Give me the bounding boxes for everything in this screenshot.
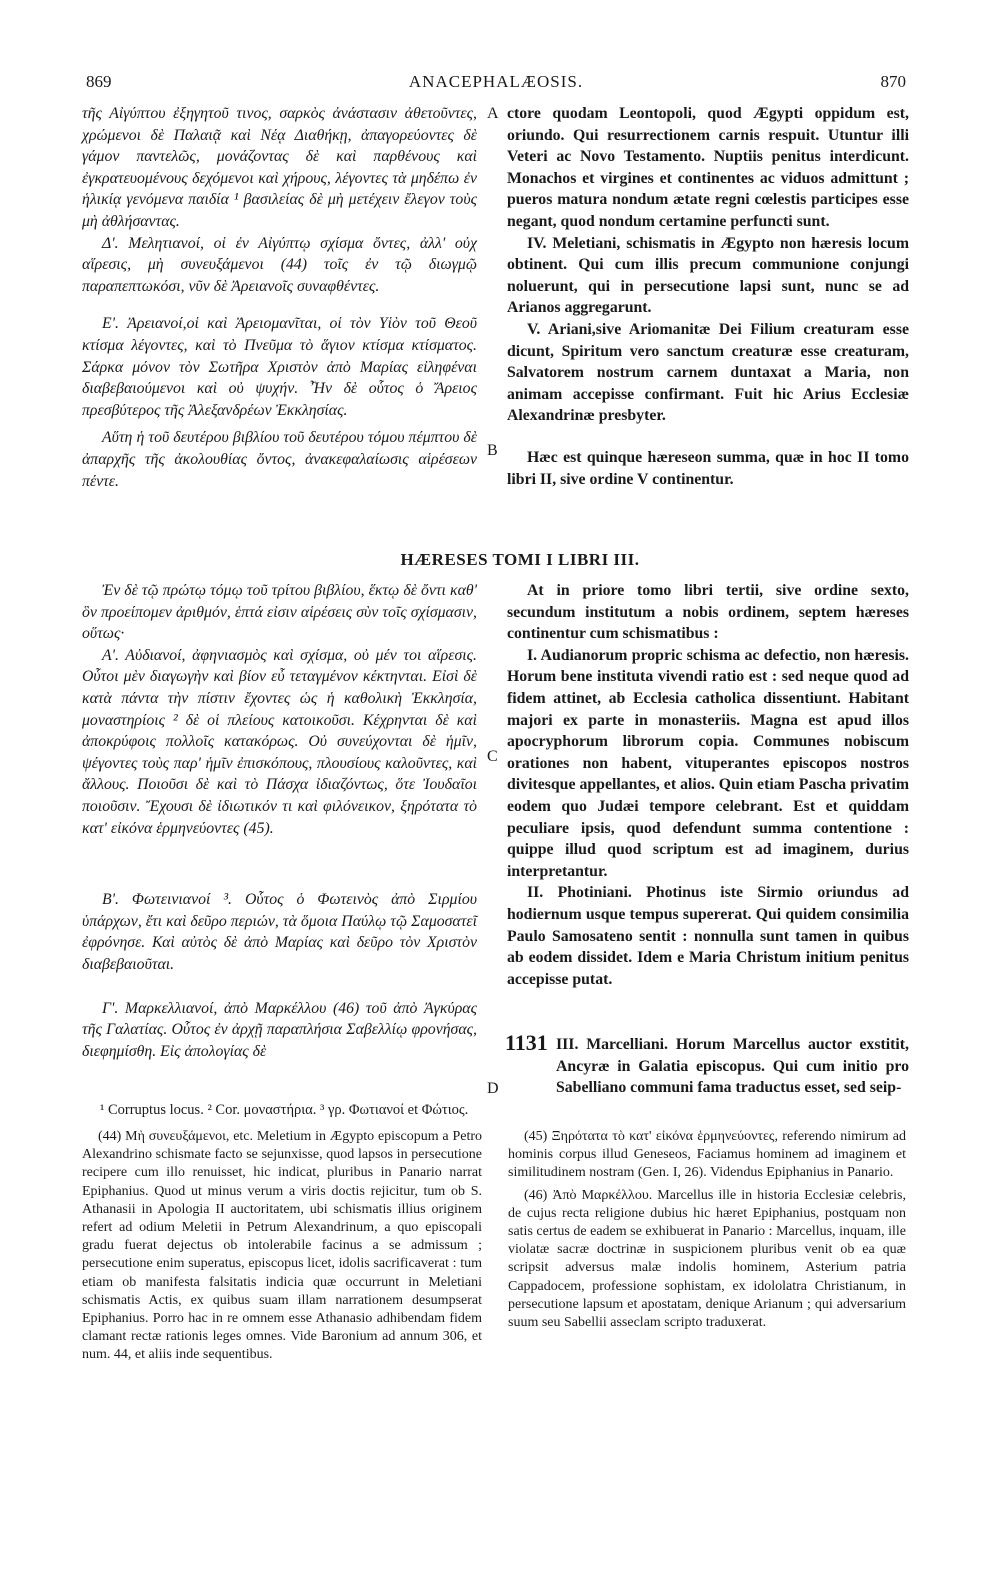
latin-paragraph: ctore quodam Leontopoli, quod Ægypti oppidum est, oriundo. Qui resurrectionem carnis respuit. Utuntur illi Veteri ac Novo Testamento. Nuptiis penitus interdicunt. Monachos et virgines et continentes ac viduos admittunt ; pueros matura nondum ætate regni cœlestis participes esse negant, quod nondum certamine perfuncti sunt. <box>507 105 909 230</box>
page-number-right: 870 <box>880 72 906 91</box>
margin-letter-d: D <box>487 1080 499 1097</box>
greek-paragraph: Α'. Αὐδιανοί, ἀφηνιασμὸς καὶ σχίσμα, οὐ μέν τοι αἵρεσις. Οὗτοι μὲν διαγωγὴν καὶ βίον εὖ τεταγμένον κέκτηνται. Εἰσὶ δὲ κατὰ πάντα τὴν πίστιν ἔχοντες ὡς ἡ καθολικὴ Ἐκκλησία, μοναστηρίοις ² δὲ οἱ πλείους κατοικοῦσι. Κέχρηνται δὲ καὶ ἀποκρύφοις πολλοῖς κατακόρως. Οὐ συνεύχονται δὲ ἡμῖν, ψέγοντες τοὺς παρ' ἡμῖν ἐπισκόπους, πλουσίους καλοῦντες, καὶ ἄλλους. Ποιοῦσι δὲ καὶ τὸ Πάσχα ἰδιαζόντως, ὅτε Ἰουδαῖοι ποιοῦσιν. Ἔχουσι δὲ ἰδιωτικόν τι καὶ φιλόνεικον, ξηρότατα τὸ κατ' εἰκόνα ἑρμηνεύοντες (45). <box>82 646 477 837</box>
greek-column-bottom <box>82 580 477 1062</box>
latin-paragraph: III. Marcelliani. Horum Marcellus auctor exstitit, Ancyræ in Galatia episcopus. Qui cum initio pro Sabelliano communi fama traductus esset, sed seip- <box>556 1036 909 1097</box>
latin-column-bottom <box>507 580 909 990</box>
margin-letter-c: C <box>487 748 498 765</box>
greek-paragraph: Β'. Φωτεινιανοί ³. Οὗτος ὁ Φωτεινὸς ἀπὸ Σιρμίου ὑπάρχων, ἔτι καὶ δεῦρο περιών, τὰ ὅμοια Παύλῳ τῷ Σαμοσατεῖ ἐφρόνησε. Καὶ αὐτὸς δὲ ἀπὸ Μαρίας καὶ δεῦρο τὸν Χριστὸν διαβεβαιοῦται. <box>82 891 477 973</box>
footnote: (45) Ξηρότατα τὸ κατ' εἰκόνα ἑρμηνεύοντες, referendo nimirum ad hominis corpus illud Geneseos, Faciamus hominem ad imaginem et similitudinem nostram (Gen. I, 26). Videndus Epiphanius in Panario. <box>508 1129 906 1181</box>
latin-paragraph: II. Photiniani. Photinus iste Sirmio oriundus ad hodiernum usque tempus supererat. Qui quidem consimilia Paulo Samosateno sentit : nonnulla sunt tamen in quibus ab eodem dissidet. Idem e Maria Christum initium penitus accepisse putat. <box>507 884 909 988</box>
page-number-left: 869 <box>86 72 112 91</box>
section-heading: HÆRESES TOMI I LIBRI III. <box>400 550 640 569</box>
latin-paragraph: At in priore tomo libri tertii, sive ordine sexto, secundum institutum a nobis ordinem, septem hæreses continentur cum schismatibus : <box>507 582 909 643</box>
latin-paragraph: IV. Meletiani, schismatis in Ægypto non hæresis locum obtinent. Qui cum illis precum communione conjungi noluerunt, qui in persecutione lapsi sunt, nunc se ad Arianos aggregarunt. <box>507 234 909 317</box>
latin-paragraph: I. Audianorum propric schisma ac defectio, non hæresis. Horum bene instituta vivendi ratio est : sed neque quod ad fidem attinet, ab Ecclesia catholica dissentiunt. Habitant majori ex parte in monasteriis. Magna est apud illos apocryphorum librorum copia. Communes nobiscum orationes non habent, vituperantes episcopos nostros divitesque appellantes, et alios. Quin etiam Pascha privatim eodem quo Judæi tempore celebrant. Est et quiddam peculiare ipsis, quod defendunt summa contentione : quippe illud quod scriptum est ad imaginem, durius interpretantur. <box>507 646 909 880</box>
greek-paragraph: Ἐν δὲ τῷ πρώτῳ τόμῳ τοῦ τρίτου βιβλίου, ἕκτῳ δὲ ὄντι καθ' ὃν προείπομεν ἀριθμόν, ἑπτά εἰσιν αἱρέσεις σὺν τοῖς σχίσμασιν, οὕτως· <box>82 582 477 643</box>
greek-paragraph: Ε'. Ἀρειανοί,οἱ καὶ Ἀρειομανῖται, οἱ τὸν Υἱὸν τοῦ Θεοῦ κτίσμα λέγοντες, καὶ τὸ Πνεῦμα τὸ ἅγιον κτίσμα κτίσματος. Σάρκα μόνον τὸν Σωτῆρα Χριστὸν ἀπὸ Μαρίας εἰληφέναι διαβεβαιούμενοι καὶ οὐ ψυχήν. Ἦν δὲ οὗτος ὁ Ἄρειος πρεσβύτερος τῆς Ἀλεξανδρέων Ἐκκλησίας. <box>82 315 477 419</box>
greek-paragraph: Αὕτη ἡ τοῦ δευτέρου βιβλίου τοῦ δευτέρου τόμου πέμπτου δὲ ἀπαρχῆς τῆς ἀκολουθίας ὄντος, ἀνακεφαλαίωσις αἱρέσεων πέντε. <box>82 429 477 490</box>
greek-paragraph: Γ'. Μαρκελλιανοί, ἀπὸ Μαρκέλλου (46) τοῦ ἀπὸ Ἀγκύρας τῆς Γαλατίας. Οὗτος ἐν ἀρχῇ παραπλήσια Σαβελλίῳ φρονήσας, διεφημίσθη. Εἰς ἀπολογίας δὲ <box>82 999 477 1060</box>
footnotes-left <box>82 1128 482 1369</box>
margin-letter-b: B <box>487 442 498 459</box>
greek-paragraph: Δ'. Μελητιανοί, οἱ ἐν Αἰγύπτῳ σχίσμα ὄντες, ἀλλ' οὐχ αἵρεσις, μὴ συνευξάμενοι (44) τοῖς ἐν τῷ διωγμῷ παραπεπτωκόσι, νῦν δὲ Ἀρειανοῖς συναφθέντες. <box>82 234 477 295</box>
latin-paragraph: Hæc est quinque hæreseon summa, quæ in hoc II tomo libri II, sive ordine V continentur. <box>507 448 909 488</box>
footnote: (46) Ἀπὸ Μαρκέλλου. Marcellus ille in historia Ecclesiæ celebris, de cujus recta religione dubius hic hæret Epiphanius, postquam non satis certus de eadem se exhibuerat in Panario : Marcellus, inquam, ille violatæ sacræ doctrinæ in suspicionem pluribus venit ob ea quæ scripsit adversus malæ indolis hominem, Asterium patria Cappadocem, professione sophistam, ex idololatra Christianum, in persecutione lapsum et apostatam, denique Arianum ; qui adversarium suum seu Sabellii asseclam scripto traduxerat. <box>508 1187 906 1331</box>
latin-paragraph-last <box>556 1034 909 1099</box>
latin-column-top <box>507 103 909 490</box>
footnotes-right <box>508 1128 906 1336</box>
column-number: 1131 <box>505 1030 548 1055</box>
footnote: (44) Μὴ συνευξάμενοι, etc. Meletium in Ægypto episcopum a Petro Alexandrino schismate facto se sejunxisse, quod lapsos in persecutione recipere cum illo renuisset, hic indicat, pluribus in Panario narrat Epiphanius. Quod ut minus verum a viris doctis rejicitur, tum ob S. Athanasii in Apologia II auctoritatem, ubi schismatis illius originem refert ad odium Meletii in Petrum Alexandrinum, a quo episcopali gradu fuerat dejectus ob intolerabile facinus a se admissum ; persecutione enim superatus, episcopus licet, idolis sacrificaverat : tum etiam ob manifesta falsitatis indicia quæ occurrunt in Meletiani schismatis Actis, ex quibus suam illam narrationem desumpserat Epiphanius. Porro hac in re omnem esse Athanasio adhibendam fidem clamant rectæ rationis leges omnes. Vide Baronium ad annum 306, et num. 44, et aliis inde sequentibus. <box>82 1129 482 1363</box>
greek-column-top <box>82 103 477 492</box>
latin-paragraph: V. Ariani,sive Ariomanitæ Dei Filium creaturam esse dicunt, Spiritum vero sanctum creaturæ esse creaturam, Salvatorem nostrum carnem duntaxat a Maria, non animam accepisse confirmant. Fuit hic Arius Ecclesiæ Alexandrinæ presbyter. <box>507 320 909 425</box>
greek-paragraph: τῆς Αἰγύπτου ἐξηγητοῦ τινος, σαρκὸς ἀνάστασιν ἀθετοῦντες, χρώμενοι δὲ Παλαιᾷ καὶ Νέᾳ Διαθήκῃ, ἀπαγορεύοντες δὲ γάμον παντελῶς, μονάζοντας δὲ καὶ παρθένους καὶ ἐγκρατευομένους δεχόμενοι καὶ χήρους, λέγοντες τὰ μηδέπω ἐν ἡλικίᾳ γενόμενα παιδία ¹ βασιλείας δὲ μὴ μετέχειν ἔλεγον τοὺς μὴ ἀθλήσαντας. <box>82 105 477 230</box>
running-head <box>86 72 906 98</box>
margin-letter-a: A <box>487 105 499 122</box>
critical-notes-line: ¹ Corruptus locus. ² Cor. μοναστήρια. ³ γρ. Φωτιανοί et Φώτιος. <box>100 1102 469 1118</box>
page-title: ANACEPHALÆOSIS. <box>408 72 584 91</box>
